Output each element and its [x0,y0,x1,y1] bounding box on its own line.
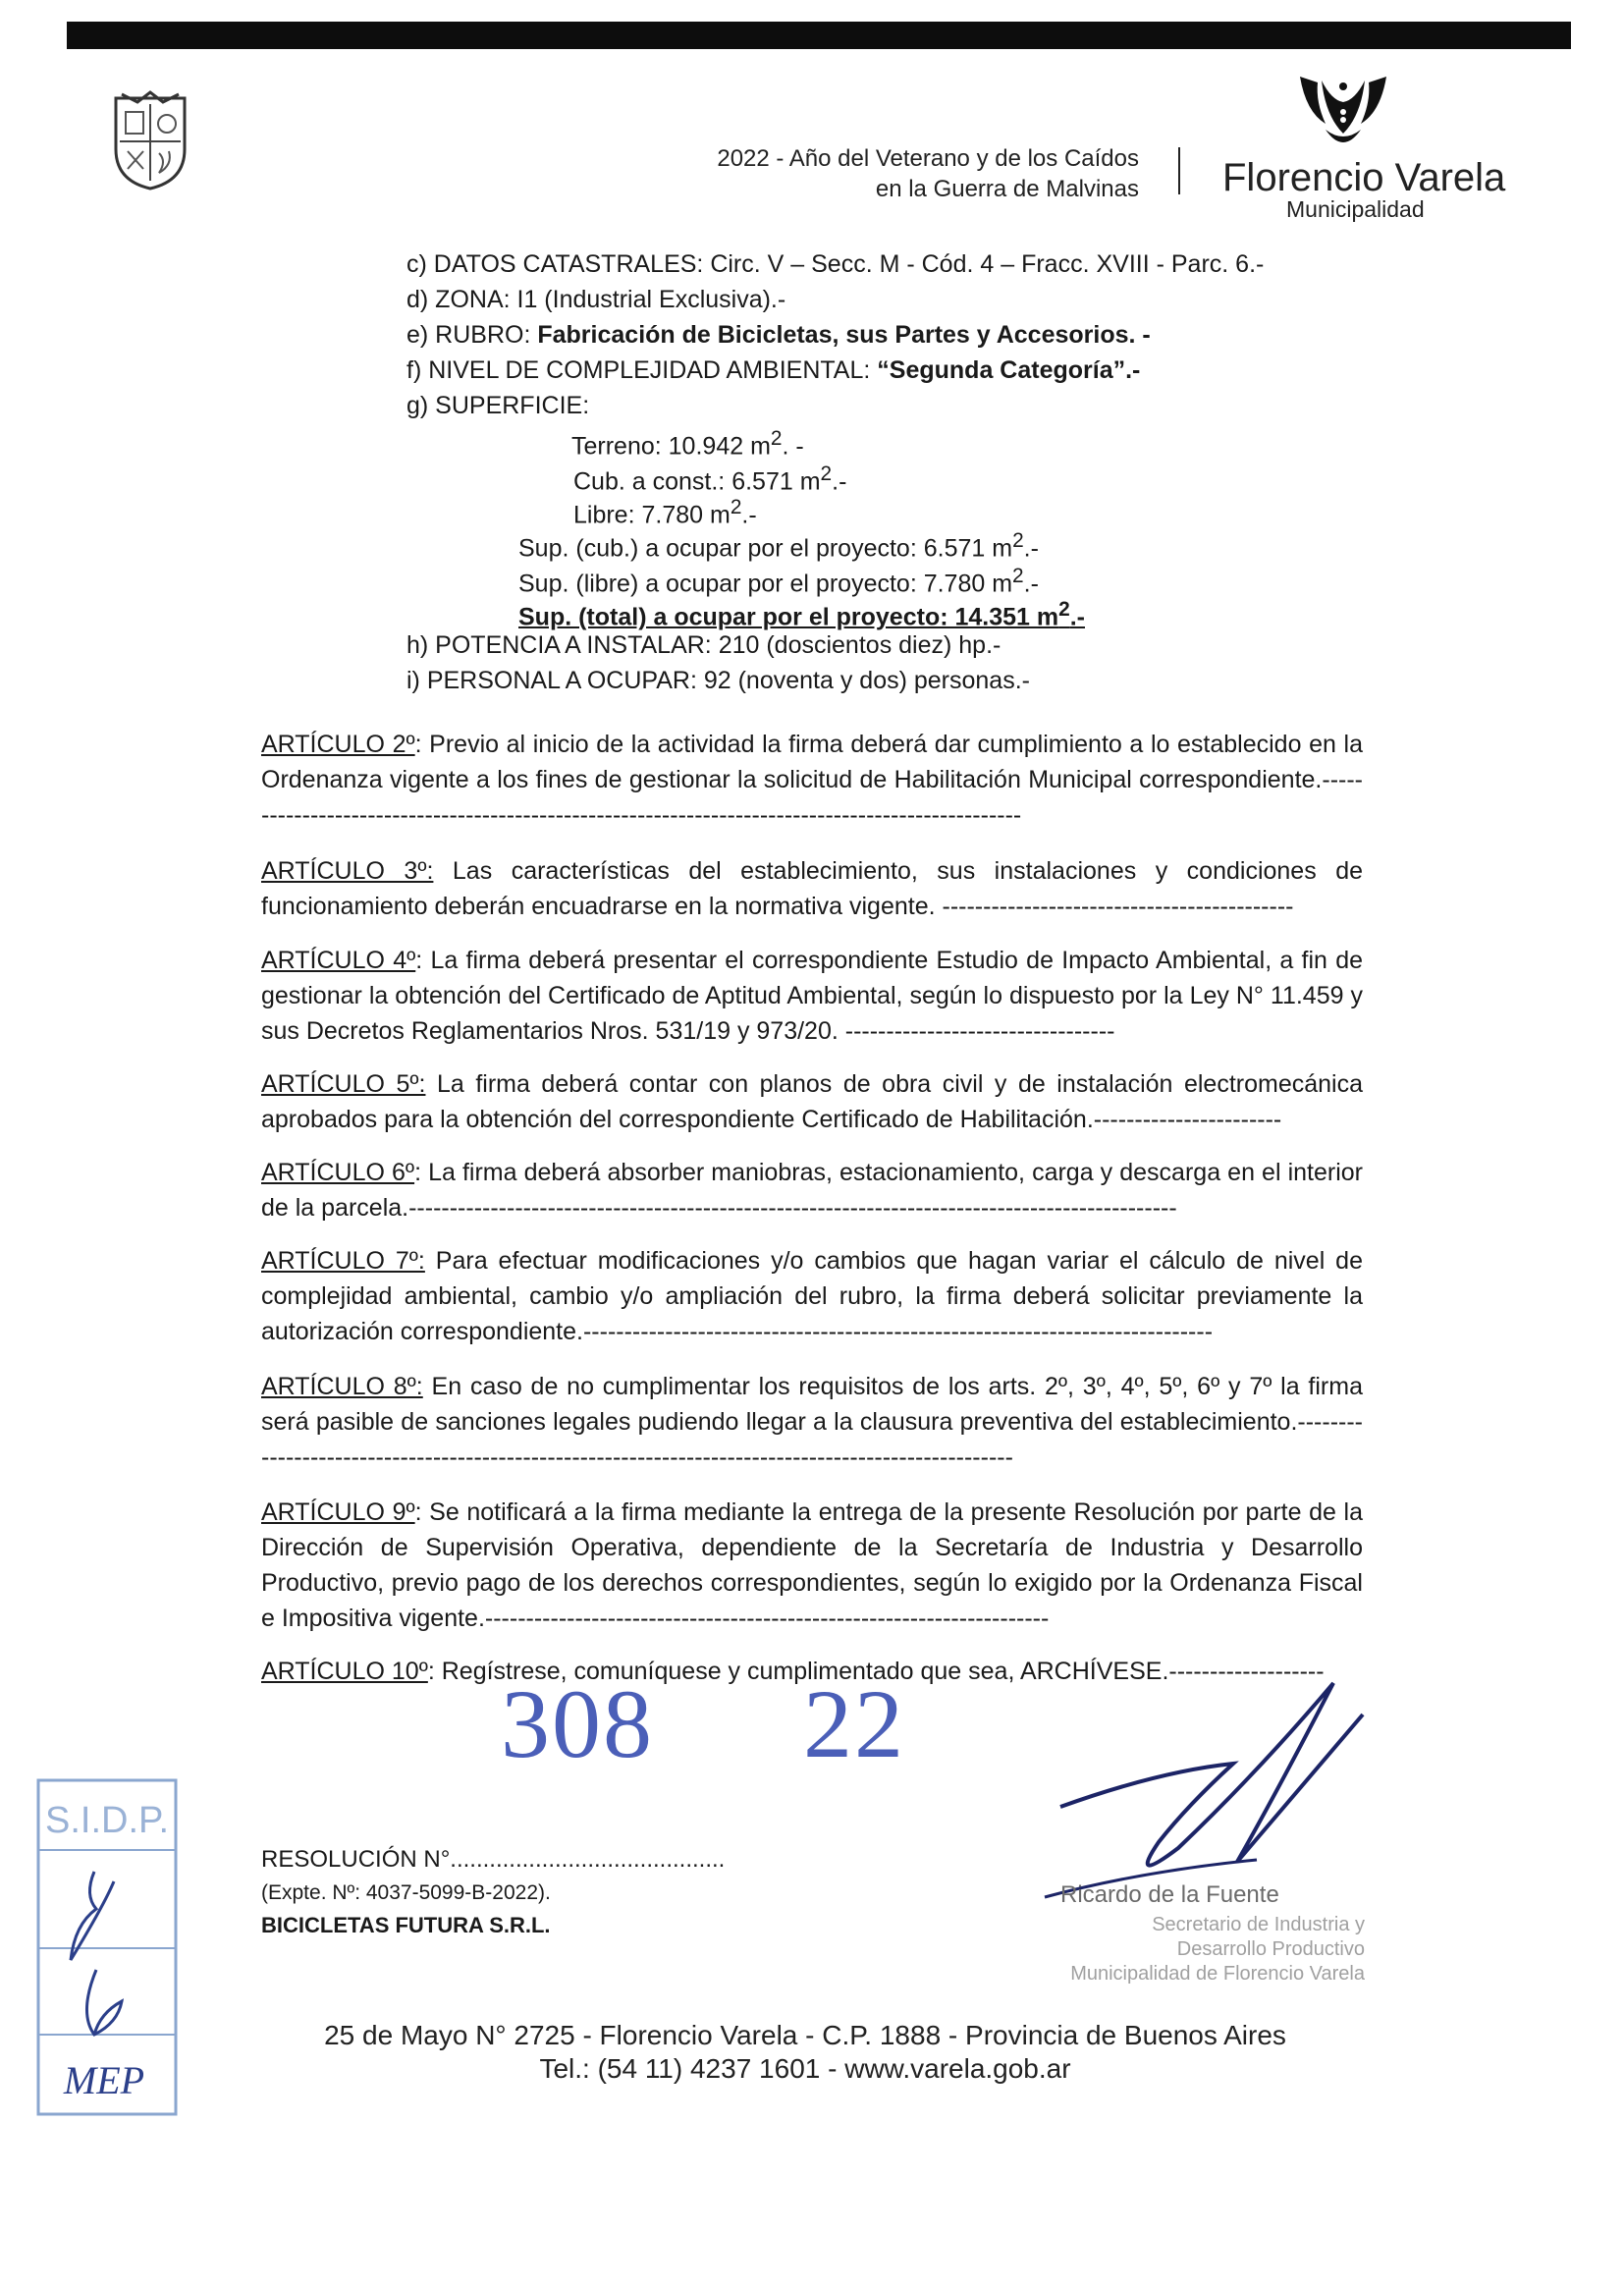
article-6-text: : La firma deberá absorber maniobras, estacionamiento, carga y descarga en el interior de la parcela.---------------------------------------------------------------------------------------------- [261,1159,1363,1222]
article-5-label: ARTÍCULO 5º: [261,1070,426,1098]
footer-contact: Tel.: (54 11) 4237 1601 - www.varela.gob.ar [539,2053,1071,2084]
logo-name: Florencio Varela [1222,156,1506,199]
motto-line-1: 2022 - Año del Veterano y de los Caídos [717,145,1139,172]
article-4 [261,943,1363,1049]
signatory-title-3: Municipalidad de Florencio Varela [1070,1963,1365,1985]
signatory-title-1: Secretario de Industria y [1152,1914,1365,1935]
item-f [406,354,1140,387]
article-4-label: ARTÍCULO 4º [261,947,416,974]
article-3 [261,853,1363,924]
article-2-label: ARTÍCULO 2º [261,731,415,758]
article-8-text: En caso de no cumplimentar los requisitos de los arts. 2º, 3º, 4º, 5º, 6º y 7º la firma será pasible de sanciones legales pudiendo llegar a la clausura preventiva del establecimiento.---------------------------------------------------------------------------------------------------- [261,1373,1363,1471]
supcub-sup: 2 [1012,529,1024,552]
article-10-text: : Regístrese, comuníquese y cumplimentado que sea, ARCHÍVESE.------------------- [427,1658,1325,1685]
cub-text: Cub. a const.: 6.571 m [573,467,821,496]
libre-text: Libre: 7.780 m [573,501,731,529]
item-g: g) SUPERFICIE: [406,392,590,419]
suplibre-post: .- [1023,570,1039,598]
supcub-text: Sup. (cub.) a ocupar por el proyecto: 6.571 m [518,534,1013,563]
article-8-label: ARTÍCULO 8º: [261,1373,423,1400]
item-f-prefix: f) NIVEL DE COMPLEJIDAD AMBIENTAL: [406,356,878,384]
header-motto [550,143,1139,204]
article-8 [261,1369,1363,1475]
article-6-label: ARTÍCULO 6º [261,1159,415,1186]
footer-address: 25 de Mayo N° 2725 - Florencio Varela - C.P. 1888 - Provincia de Buenos Aires [324,2020,1286,2050]
article-9 [261,1495,1363,1636]
cub-post: .- [832,467,847,496]
supcub-post: .- [1023,534,1039,563]
article-7-text: Para efectuar modificaciones y/o cambios que hagan variar el cálculo de nivel de complejidad ambiental, cambio y/o ampliación del rubro, la firma deberá solicitar previamente la autorización correspondiente.----------------------------------------------------------------------------- [261,1247,1363,1345]
florencio-varela-logo-icon [1296,73,1390,157]
item-i: i) PERSONAL A OCUPAR: 92 (noventa y dos) personas.- [406,667,1030,694]
suplibre-sup: 2 [1012,565,1024,587]
article-2-text: : Previo al inicio de la actividad la firma deberá dar cumplimiento a lo establecido en la Ordenanza vigente a los fines de gestionar la solicitud de Habilitación Municipal correspondiente.-------------------------------------------------------------------------------------------------- [261,731,1363,829]
motto-line-2: en la Guerra de Malvinas [875,176,1139,202]
municipal-crest-icon [108,90,192,192]
article-3-label: ARTÍCULO 3º: [261,857,434,885]
sidp-stamp-icon [35,1777,179,2117]
resolution-label: RESOLUCIÓN N°.......................................... [261,1846,726,1873]
logo-subtitle: Municipalidad [1286,196,1425,222]
item-e [406,318,1151,352]
suplibre-text: Sup. (libre) a ocupar por el proyecto: 7.780 m [518,570,1013,598]
signatory-title-2: Desarrollo Productivo [1176,1938,1365,1960]
article-4-text: : La firma deberá presentar el correspondiente Estudio de Impacto Ambiental, a fin de gestionar la obtención del Certificado de Aptitud Ambiental, según lo dispuesto por la Ley N° 11.459 y sus Decretos Reglamentarios Nros. 531/19 y 973/20. --------------------------------- [261,947,1364,1045]
terreno-text: Terreno: 10.942 m [571,432,771,461]
article-5 [261,1066,1363,1137]
company-name: BICICLETAS FUTURA S.R.L. [261,1913,551,1937]
terreno-post: . - [782,432,804,461]
article-7 [261,1243,1363,1349]
terreno-sup: 2 [770,427,783,450]
article-2 [261,727,1363,833]
article-9-text: : Se notificará a la firma mediante la entrega de la presente Resolución por parte de la Dirección de Supervisión Operativa, dependiente de la Secretaría de Industria y Desarrollo Productivo, previo pago de los derechos correspondientes, según lo exigido por la Ordenanza Fiscal e Impositiva vigente.--------------------------------------------------------------------- [261,1498,1363,1632]
suptotal-post: .- [1069,603,1085,631]
suptotal-sup: 2 [1058,598,1070,621]
item-c: c) DATOS CATASTRALES: Circ. V – Secc. M - Cód. 4 – Fracc. XVIII - Parc. 6.- [406,250,1265,278]
sidp-initials: MEP [63,2058,145,2102]
cub-sup: 2 [820,463,833,485]
item-d: d) ZONA: I1 (Industrial Exclusiva).- [406,286,786,313]
signatory-stamp [1041,1913,1365,1987]
item-f-category: “Segunda Categoría”.- [877,356,1141,384]
libre-post: .- [741,501,757,529]
signatory-name: Ricardo de la Fuente [1060,1881,1279,1908]
resolution-year-stamp: 22 [803,1669,905,1778]
article-10-label: ARTÍCULO 10º [261,1658,428,1685]
article-3-text: Las características del establecimiento, sus instalaciones y condiciones de funcionamiento deberán encuadrarse en la normativa vigente. ------------------------------------------- [261,857,1363,920]
sidp-label: S.I.D.P. [44,1800,170,1841]
expte-number: (Expte. Nº: 4037-5099-B-2022). [261,1881,551,1904]
top-black-bar [67,22,1571,49]
item-e-rubro: Fabricación de Bicicletas, sus Partes y Accesorios. - [537,321,1151,349]
resolution-number-stamp: 308 [501,1669,654,1778]
header-separator [1178,147,1180,194]
article-5-text: La firma deberá contar con planos de obra civil y de instalación electromecánica aprobados para la obtención del correspondiente Certificado de Habilitación.----------------------- [261,1070,1363,1133]
suptotal-text: Sup. (total) a ocupar por el proyecto: 14.351 m [518,603,1059,631]
libre-sup: 2 [730,496,742,518]
article-6 [261,1155,1363,1225]
article-7-label: ARTÍCULO 7º: [261,1247,425,1275]
item-h: h) POTENCIA A INSTALAR: 210 (doscientos diez) hp.- [406,631,1001,659]
article-9-label: ARTÍCULO 9º [261,1498,415,1526]
item-e-prefix: e) RUBRO: [406,321,538,349]
